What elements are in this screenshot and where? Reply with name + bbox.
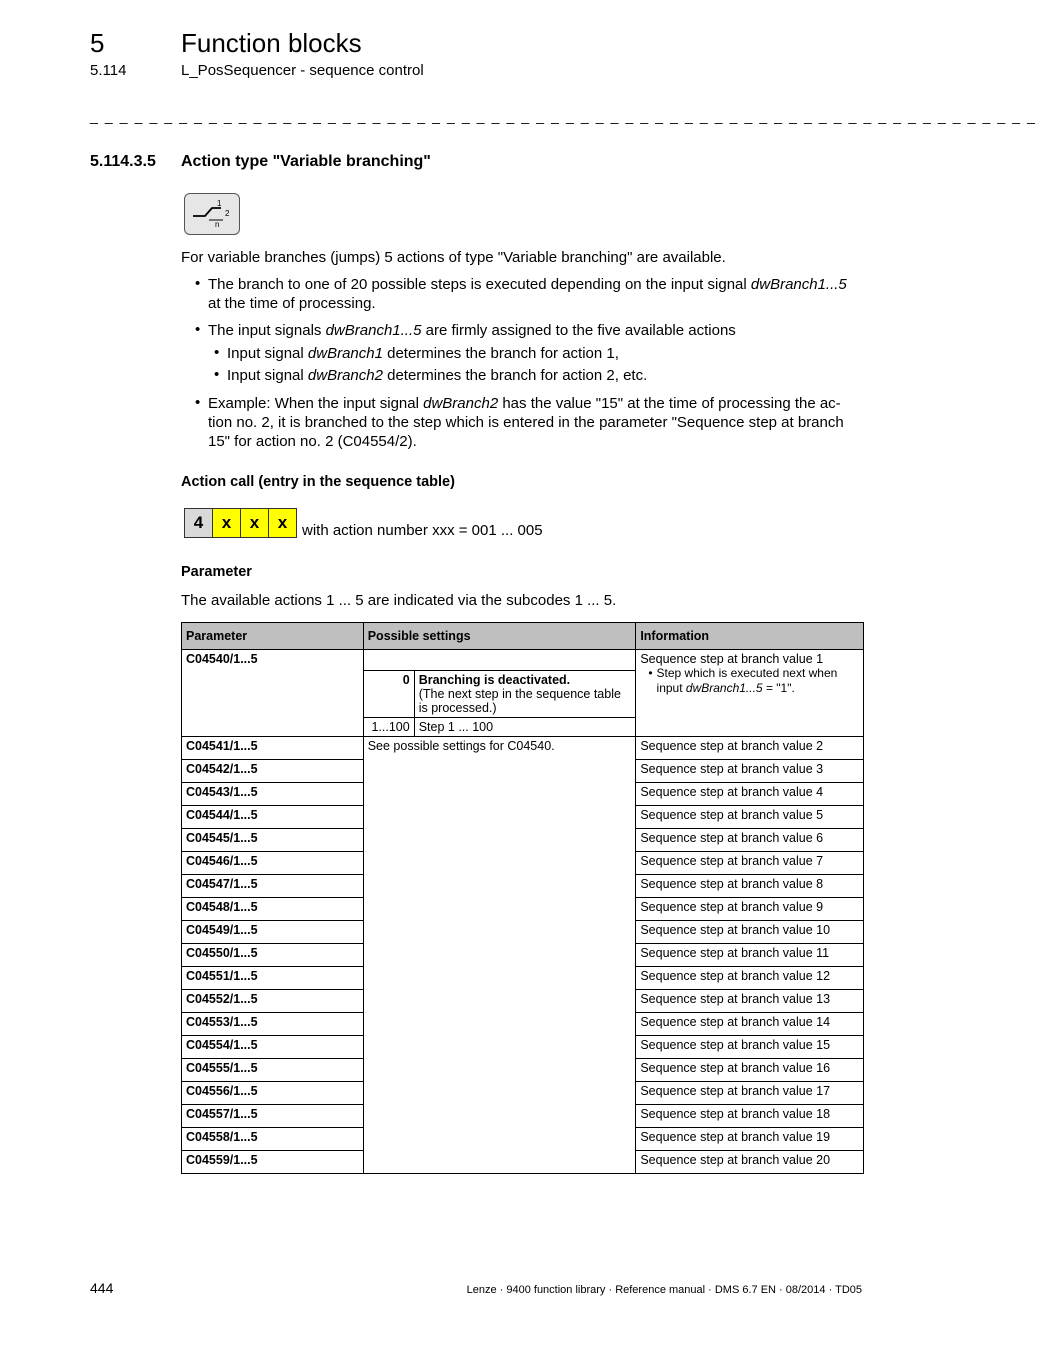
param-code: C04541/1...5	[182, 737, 364, 760]
info-cell: Sequence step at branch value 20	[636, 1151, 864, 1174]
table-header: Parameter	[182, 623, 364, 650]
sub-bullet-dot: •	[214, 366, 220, 383]
chapter-number: 5	[90, 28, 105, 58]
param-code: C04545/1...5	[182, 829, 364, 852]
action-code-cell: x	[268, 509, 296, 537]
table-header: Possible settings	[363, 623, 636, 650]
subsection-title: Action type "Variable branching"	[181, 153, 431, 170]
section-title: L_PosSequencer - sequence control	[181, 62, 424, 79]
chapter-title: Function blocks	[181, 28, 362, 58]
info-cell: Sequence step at branch value 8	[636, 875, 864, 898]
icon-label-n: n	[215, 220, 220, 229]
info-cell: Sequence step at branch value 5	[636, 806, 864, 829]
info-cell: Sequence step at branch value 10	[636, 921, 864, 944]
table-row	[182, 737, 864, 760]
info-cell: Sequence step at branch value 9	[636, 898, 864, 921]
param-code: C04553/1...5	[182, 1013, 364, 1036]
param-code: C04552/1...5	[182, 990, 364, 1013]
param-code: C04559/1...5	[182, 1151, 364, 1174]
setting-desc: Branching is deactivated. (The next step in the sequence table is processed.)	[414, 671, 635, 718]
param-code: C04547/1...5	[182, 875, 364, 898]
info-cell: Sequence step at branch value 16	[636, 1059, 864, 1082]
parameter-table	[181, 622, 864, 1174]
setting-range-desc: Step 1 ... 100	[414, 718, 635, 737]
parameter-text: The available actions 1 ... 5 are indicated via the subcodes 1 ... 5.	[181, 592, 617, 609]
info-cell: Sequence step at branch value 7	[636, 852, 864, 875]
action-call-heading: Action call (entry in the sequence table)	[181, 474, 455, 490]
info-cell: Sequence step at branch value 2	[636, 737, 864, 760]
param-code: C04558/1...5	[182, 1128, 364, 1151]
info-cell: Sequence step at branch value 19	[636, 1128, 864, 1151]
footer-doc-info: Lenze · 9400 function library · Reference manual · DMS 6.7 EN · 08/2014 · TD05	[466, 1284, 862, 1296]
action-code-cell: 4	[185, 509, 212, 537]
param-code: C04551/1...5	[182, 967, 364, 990]
info-cell: Sequence step at branch value 12	[636, 967, 864, 990]
info-cell: Sequence step at branch value 18	[636, 1105, 864, 1128]
param-code: C04544/1...5	[182, 806, 364, 829]
sub-bullet-dot: •	[214, 344, 220, 361]
param-code: C04540/1...5	[182, 650, 364, 737]
info-cell: Sequence step at branch value 4	[636, 783, 864, 806]
action-code-cell: x	[240, 509, 268, 537]
info-cell: Sequence step at branch value 15	[636, 1036, 864, 1059]
bullet-3: Example: When the input signal dwBranch2 has the value "15" at the time of processing the ac- tion no. 2, it is branched to the step which is entered in the parameter "Sequence step at branch 15" for action no. 2 (C04554/2).	[208, 395, 844, 450]
param-code: C04557/1...5	[182, 1105, 364, 1128]
header-separator: _ _ _ _ _ _ _ _ _ _ _ _ _ _ _ _ _ _ _ _ _ _ _ _ _ _ _ _ _ _ _ _ _ _ _ _ _ _ _ _ _ _ _ _ _ _ _ _ _ _ _ _ _ _ _ _ _ _ _ _ _ _ _ _	[90, 108, 1037, 124]
info-cell: Sequence step at branch value 11	[636, 944, 864, 967]
table-header: Information	[636, 623, 864, 650]
setting-range: 1...100	[364, 718, 415, 737]
bullet-dot: •	[195, 321, 201, 338]
setting-value: 0	[364, 671, 415, 718]
param-code: C04550/1...5	[182, 944, 364, 967]
intro-text: For variable branches (jumps) 5 actions of type "Variable branching" are available.	[181, 249, 726, 266]
sub-bullet-1: Input signal dwBranch1 determines the branch for action 1,	[227, 345, 619, 362]
action-call-text: with action number xxx = 001 ... 005	[302, 522, 543, 539]
info-cell: Sequence step at branch value 6	[636, 829, 864, 852]
section-number: 5.114	[90, 62, 127, 79]
table-row	[182, 650, 864, 737]
parameter-heading: Parameter	[181, 564, 252, 580]
bullet-dot: •	[195, 275, 201, 292]
info-cell: Sequence step at branch value 13	[636, 990, 864, 1013]
param-code: C04543/1...5	[182, 783, 364, 806]
bullet-dot: •	[195, 394, 201, 411]
bullet-2: The input signals dwBranch1...5 are firmly assigned to the five available actions	[208, 322, 736, 339]
action-code-cell: x	[212, 509, 240, 537]
info-bullet-dot: •	[648, 666, 653, 680]
param-code: C04542/1...5	[182, 760, 364, 783]
subsection-number: 5.114.3.5	[90, 153, 156, 170]
info-cell: Sequence step at branch value 3	[636, 760, 864, 783]
sub-bullet-2: Input signal dwBranch2 determines the branch for action 2, etc.	[227, 367, 648, 384]
bullet-1: The branch to one of 20 possible steps is executed depending on the input signal dwBranch1...5 at the time of processing.	[208, 276, 847, 312]
page-number: 444	[90, 1280, 114, 1296]
info-cell: Sequence step at branch value 14	[636, 1013, 864, 1036]
settings-cell	[363, 650, 636, 737]
icon-label-1: 1	[217, 199, 222, 208]
param-code: C04556/1...5	[182, 1082, 364, 1105]
param-code: C04554/1...5	[182, 1036, 364, 1059]
settings-reference: See possible settings for C04540.	[363, 737, 636, 1174]
param-code: C04546/1...5	[182, 852, 364, 875]
variable-branching-icon	[184, 193, 240, 235]
action-code-box	[184, 508, 297, 538]
info-cell: Sequence step at branch value 1 • Step which is executed next when input dwBranch1...5 = "1".	[636, 650, 864, 737]
info-cell: Sequence step at branch value 17	[636, 1082, 864, 1105]
param-code: C04549/1...5	[182, 921, 364, 944]
icon-label-2: 2	[225, 209, 230, 218]
param-code: C04548/1...5	[182, 898, 364, 921]
param-code: C04555/1...5	[182, 1059, 364, 1082]
